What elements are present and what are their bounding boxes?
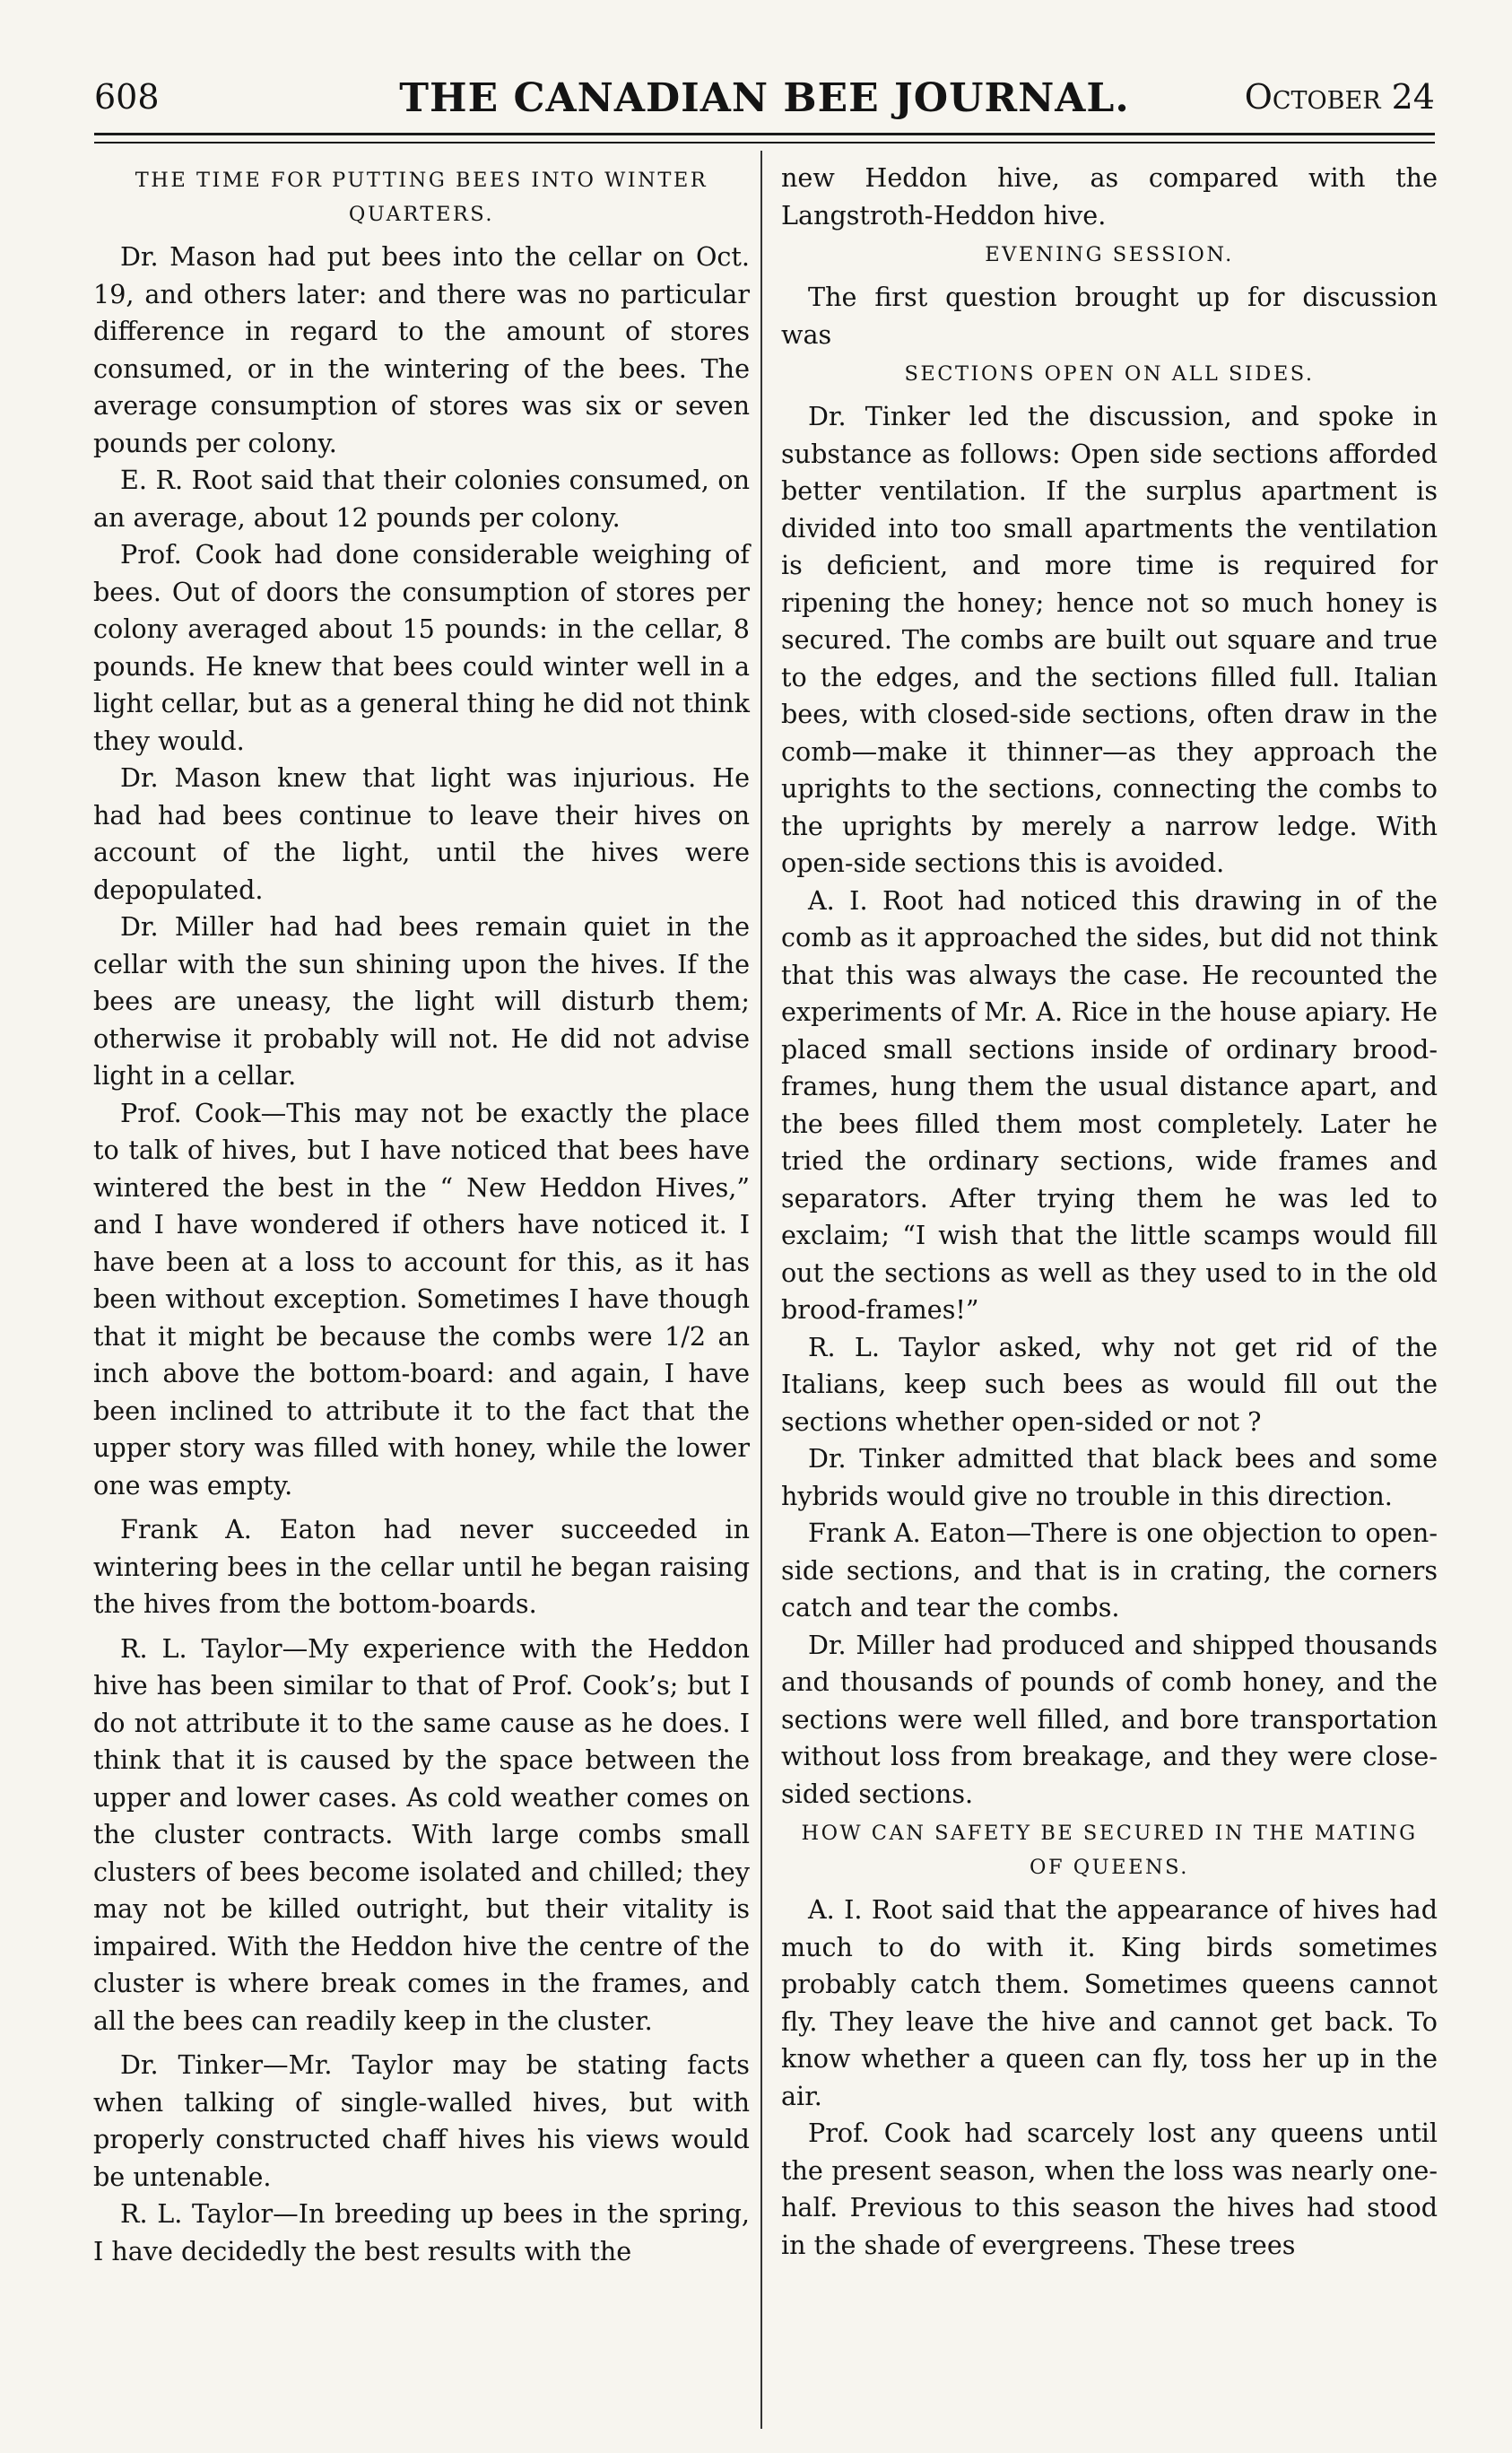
journal-title: THE CANADIAN BEE JOURNAL. [399, 75, 1130, 121]
paragraph: Dr. Mason had put bees into the cellar on Oct. 19, and others later: and there was no particular difference in regard to the amount of stores consumed, or in the wintering of the bees. The average consumption of stores was six or seven pounds per colony. [93, 241, 750, 458]
paragraph: E. R. Root said that their colonies consumed, on an average, about 12 pounds per colony. [93, 465, 750, 533]
section-heading-evening-session: EVENING SESSION. [985, 243, 1234, 266]
paragraph: Dr. Tinker admitted that black bees and some hybrids would give no trouble in this direction. [781, 1443, 1438, 1511]
section-heading-winter-quarters: THE TIME FOR PUTTING BEES INTO WINTER QUARTERS. [135, 169, 708, 226]
paragraph: Dr. Miller had had bees remain quiet in the cellar with the sun shining upon the hives. If the bees are uneasy, the light will disturb them; otherwise it probably will not. He did not advise light in a cellar. [93, 911, 750, 1091]
header-rule-bottom [94, 142, 1435, 144]
paragraph: Prof. Cook—This may not be exactly the place to talk of hives, but I have noticed that bees have wintered the best in the “ New Heddon Hives,” and I have wondered if others have noticed it. I have been at a loss to account for this, as it has been without exception. Sometimes I have though that it might be because the combs were 1/2 an inch above the bottom-board: and again, I have been inclined to attribute it to the fact that the upper story was filled with honey, while the lower one was empty. [93, 1097, 750, 1501]
paragraph: Dr. Miller had produced and shipped thousands and thousands of pounds of comb honey, and the sections were well filled, and bore transportation without loss from breakage, and they were close-sided sections. [781, 1629, 1438, 1809]
section-heading-mating-queens: HOW CAN SAFETY BE SECURED IN THE MATING OF QUEENS. [801, 1822, 1418, 1879]
paragraph: R. L. Taylor—In breeding up bees in the spring, I have decidedly the best results with the [93, 2198, 750, 2266]
paragraph: Prof. Cook had done considerable weighing of bees. Out of doors the consumption of stores per colony averaged about 15 pounds: in the cellar, 8 pounds. He knew that bees could winter well in a light cellar, but as a general thing he did not think they would. [93, 539, 750, 756]
paragraph: Prof. Cook had scarcely lost any queens until the present season, when the loss was nearly one-half. Previous to this season the hives had stood in the shade of evergreens. These trees [781, 2118, 1438, 2260]
header-rule-top [94, 133, 1435, 135]
paragraph: A. I. Root had noticed this drawing in of the comb as it approached the sides, but did not think that this was always the case. He recounted the experiments of Mr. A. Rice in the house apiary. He placed small sections inside of ordinary brood-frames, hung them the usual distance apart, and the bees filled them most completely. Later he tried the ordinary sections, wide frames and separators. After trying them he was led to exclaim; “I wish that the little scamps would fill out the sections as well as they used to in the old brood-frames!” [781, 884, 1438, 1325]
paragraph: Frank A. Eaton—There is one objection to open-side sections, and that is in crating, the corners catch and tear the combs. [781, 1518, 1438, 1622]
paragraph: A. I. Root said that the appearance of hives had much to do with it. King birds sometimes probably catch them. Sometimes queens cannot fly. They leave the hive and cannot get back. To know whether a queen can fly, toss her up in the air. [781, 1894, 1438, 2111]
paragraph: The first question brought up for discussion was [781, 282, 1438, 350]
page-number: 608 [94, 77, 160, 117]
paragraph: Dr. Mason knew that light was injurious. He had had bees continue to leave their hives on account of the light, until the hives were depopulated. [93, 762, 750, 905]
left-column [93, 160, 750, 2270]
section-heading-open-sections: SECTIONS OPEN ON ALL SIDES. [904, 362, 1315, 386]
paragraph: R. L. Taylor—My experience with the Heddon hive has been similar to that of Prof. Cook’s; but I do not attribute it to the same cause as he does. I think that it is caused by the space between the upper and lower cases. As cold weather comes on the cluster contracts. With large combs small clusters of bees become isolated and chilled; they may not be killed outright, but their vitality is impaired. With the Heddon hive the centre of the cluster is where break comes in the frames, and all the bees can readily keep in the cluster. [93, 1632, 750, 2036]
paragraph: Dr. Tinker—Mr. Taylor may be stating facts when talking of single-walled hives, but with properly constructed chaff hives his views would be untenable. [93, 2049, 750, 2192]
paragraph: Dr. Tinker led the discussion, and spoke in substance as follows: Open side sections afforded better ventilation. If the surplus apartment is divided into too small apartments the ventilation is deficient, and more time is required for ripening the honey; hence not so much honey is secured. The combs are built out square and true to the edges, and the sections filled full. Italian bees, with closed-side sections, often draw in the comb—make it thinner—as they approach the uprights to the sections, connecting the combs to the uprights by merely a narrow ledge. With open-side sections this is avoided. [781, 401, 1438, 878]
paragraph: Frank A. Eaton had never succeeded in wintering bees in the cellar until he began raising the hives from the bottom-boards. [93, 1514, 750, 1619]
page-header [94, 52, 1435, 124]
issue-date: October 24 [1244, 77, 1435, 117]
column-divider [760, 151, 762, 2429]
paragraph: R. L. Taylor asked, why not get rid of the Italians, keep such bees as would fill out the sections whether open-sided or not ? [781, 1331, 1438, 1437]
paragraph-continued: new Heddon hive, as compared with the Langstroth-Heddon hive. [781, 162, 1438, 231]
right-column [781, 160, 1438, 2264]
